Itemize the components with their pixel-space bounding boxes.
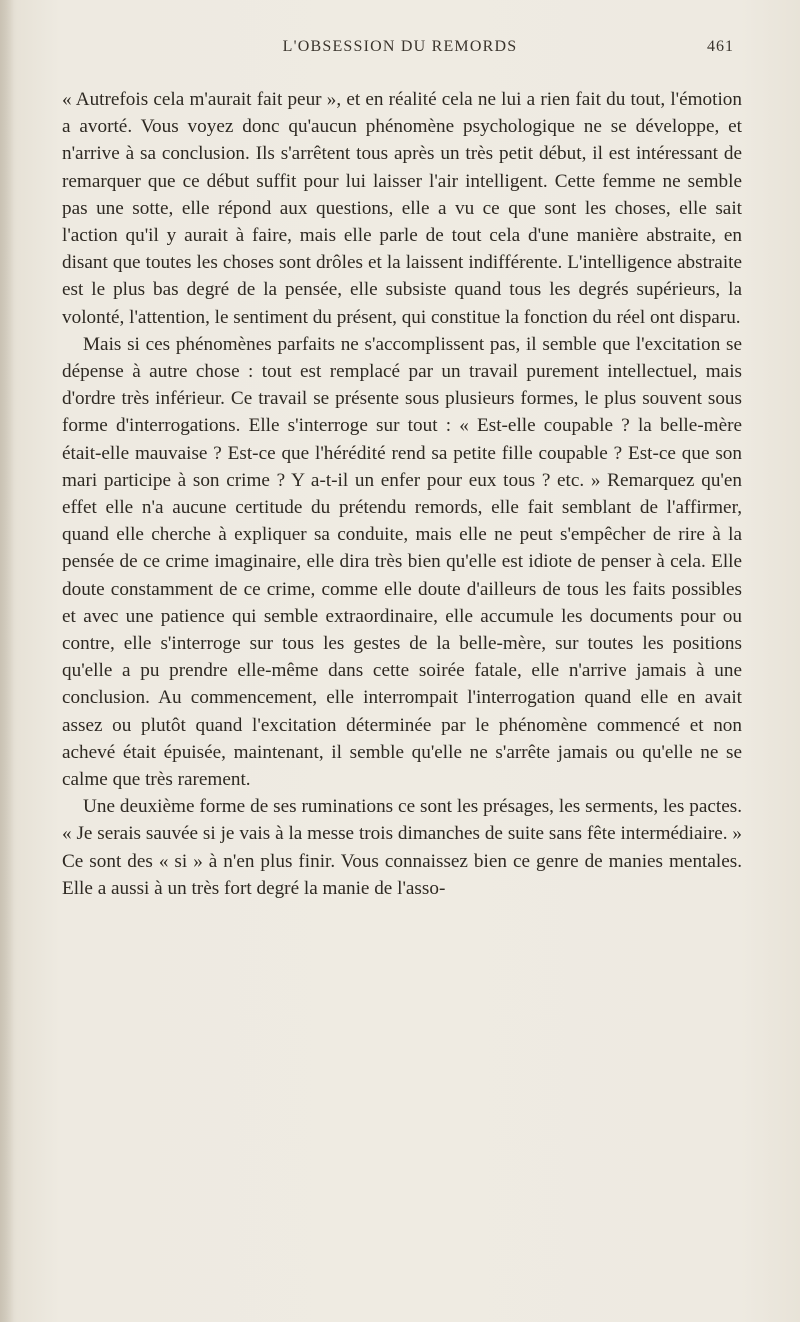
paragraph-1: « Autrefois cela m'aurait fait peur », et en réalité cela ne lui a rien fait du tout, l'émotion a avorté. Vous voyez donc qu'aucun phénomène psychologique ne se développe, et n'arrive à sa conclusion. Ils s'arrêtent tous après un très petit début, il est intéressant de remarquer que ce début suffit pour lui laisser l'air intelligent. Cette femme ne semble pas une sotte, elle répond aux questions, elle a vu ce que sont les choses, elle sait l'action qu'il y aurait à faire, mais elle parle de tout cela d'une manière abstraite, en disant que toutes les choses sont drôles et la laissent indifférente. L'intelligence abstraite est le plus bas degré de la pensée, elle subsiste quand tous les degrés supérieurs, la volonté, l'attention, le sentiment du présent, qui constitue la fonction du réel ont disparu.: [62, 89, 742, 328]
page-number: 461: [707, 38, 734, 55]
paragraph-2: Mais si ces phénomènes parfaits ne s'accomplissent pas, il semble que l'excitation se dépense à autre chose : tout est remplacé par un travail purement intellectuel, mais d'ordre très inférieur. Ce travail se présente sous plusieurs formes, le plus souvent sous forme d'interrogations. Elle s'interroge sur tout : « Est-elle coupable ? la belle-mère était-elle mauvaise ? Est-ce que l'hérédité rend sa petite fille coupable ? Est-ce que son mari participe à son crime ? Y a-t-il un enfer pour eux tous ? etc. » Remarquez qu'en effet elle n'a aucune certitude du prétendu remords, elle fait semblant de l'affirmer, quand elle cherche à expliquer sa conduite, mais elle ne peut s'empêcher de rire à la pensée de ce crime imaginaire, elle dira très bien qu'elle est idiote de penser à cela. Elle doute constamment de ce crime, comme elle doute d'ailleurs de tous les faits possibles et avec une patience qui semble extraordinaire, elle accumule les documents pour ou contre, elle s'interroge sur tous les gestes de la belle-mère, sur toutes les positions qu'elle a pu prendre elle-même dans cette soirée fatale, elle n'arrive jamais à une conclusion. Au commencement, elle interrompait l'interrogation quand elle en avait assez ou plutôt quand l'excitation déterminée par le phénomène commencé et non achevé était épuisée, maintenant, il semble qu'elle ne s'arrête jamais ou qu'elle ne se calme que très rarement.: [62, 333, 742, 791]
binding-shadow: [0, 0, 14, 1322]
body-text: [62, 86, 742, 902]
paragraph-3: Une deuxième forme de ses ruminations ce sont les présages, les serments, les pactes. « Je serais sauvée si je vais à la messe trois dimanches de suite sans fête intermédiaire. » Ce sont des « si » à n'en plus finir. Vous connaissez bien ce genre de manies mentales. Elle a aussi à un très fort degré la manie de l'asso-: [62, 796, 742, 899]
running-title: L'OBSESSION DU REMORDS: [282, 38, 518, 55]
page-header: [60, 38, 740, 66]
